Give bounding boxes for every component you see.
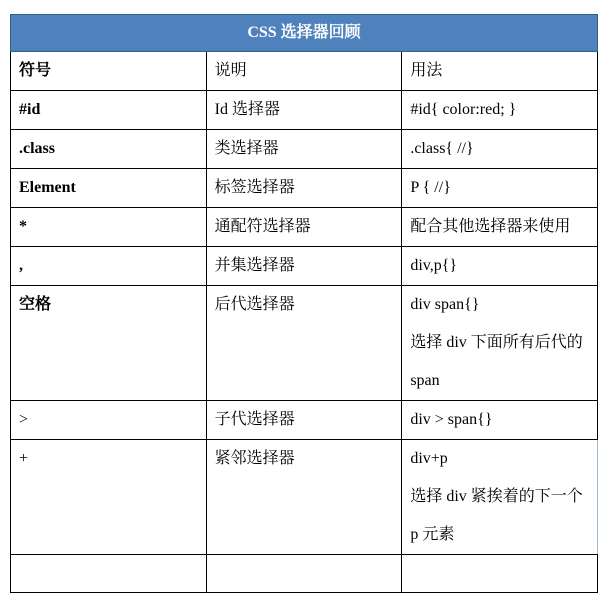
description-cell: 类选择器 bbox=[206, 130, 402, 169]
symbol-cell: #id bbox=[11, 91, 207, 130]
description-cell: 子代选择器 bbox=[206, 401, 402, 440]
usage-cell bbox=[402, 286, 598, 401]
css-selector-table bbox=[10, 14, 598, 593]
symbol-cell: * bbox=[11, 208, 207, 247]
header-symbol: 符号 bbox=[11, 52, 207, 91]
usage-line: div+p bbox=[410, 450, 448, 467]
symbol-cell: + bbox=[11, 440, 207, 555]
header-description: 说明 bbox=[206, 52, 402, 91]
table-row bbox=[11, 555, 598, 593]
usage-cell: 配合其他选择器来使用 bbox=[402, 208, 598, 247]
usage-cell: div > span{} bbox=[402, 401, 598, 440]
usage-cell: .class{ //} bbox=[402, 130, 598, 169]
table-row bbox=[11, 91, 598, 130]
usage-cell: P { //} bbox=[402, 169, 598, 208]
description-cell: 通配符选择器 bbox=[206, 208, 402, 247]
description-cell: Id 选择器 bbox=[206, 91, 402, 130]
usage-line: 选择 div 下面所有后代的 bbox=[410, 334, 583, 351]
symbol-cell: > bbox=[11, 401, 207, 440]
table-row bbox=[11, 286, 598, 401]
description-cell bbox=[206, 555, 402, 593]
table-row bbox=[11, 169, 598, 208]
usage-line: 选择 div 紧挨着的下一个 bbox=[410, 488, 583, 505]
symbol-cell: .class bbox=[11, 130, 207, 169]
symbol-cell: 空格 bbox=[11, 286, 207, 401]
symbol-cell bbox=[11, 555, 207, 593]
table-row bbox=[11, 130, 598, 169]
table-row bbox=[11, 401, 598, 440]
symbol-cell: , bbox=[11, 247, 207, 286]
description-cell: 后代选择器 bbox=[206, 286, 402, 401]
description-cell: 标签选择器 bbox=[206, 169, 402, 208]
usage-line: span bbox=[410, 372, 440, 389]
description-cell: 并集选择器 bbox=[206, 247, 402, 286]
table-title: CSS 选择器回顾 bbox=[11, 15, 598, 52]
usage-cell: #id{ color:red; } bbox=[402, 91, 598, 130]
table-row bbox=[11, 208, 598, 247]
header-usage: 用法 bbox=[402, 52, 598, 91]
usage-line: p 元素 bbox=[410, 526, 455, 543]
usage-cell bbox=[402, 555, 598, 593]
usage-cell: div,p{} bbox=[402, 247, 598, 286]
table-row bbox=[11, 440, 598, 555]
usage-line: div span{} bbox=[410, 296, 480, 313]
usage-cell bbox=[402, 440, 598, 555]
description-cell: 紧邻选择器 bbox=[206, 440, 402, 555]
symbol-cell: Element bbox=[11, 169, 207, 208]
table-row bbox=[11, 247, 598, 286]
